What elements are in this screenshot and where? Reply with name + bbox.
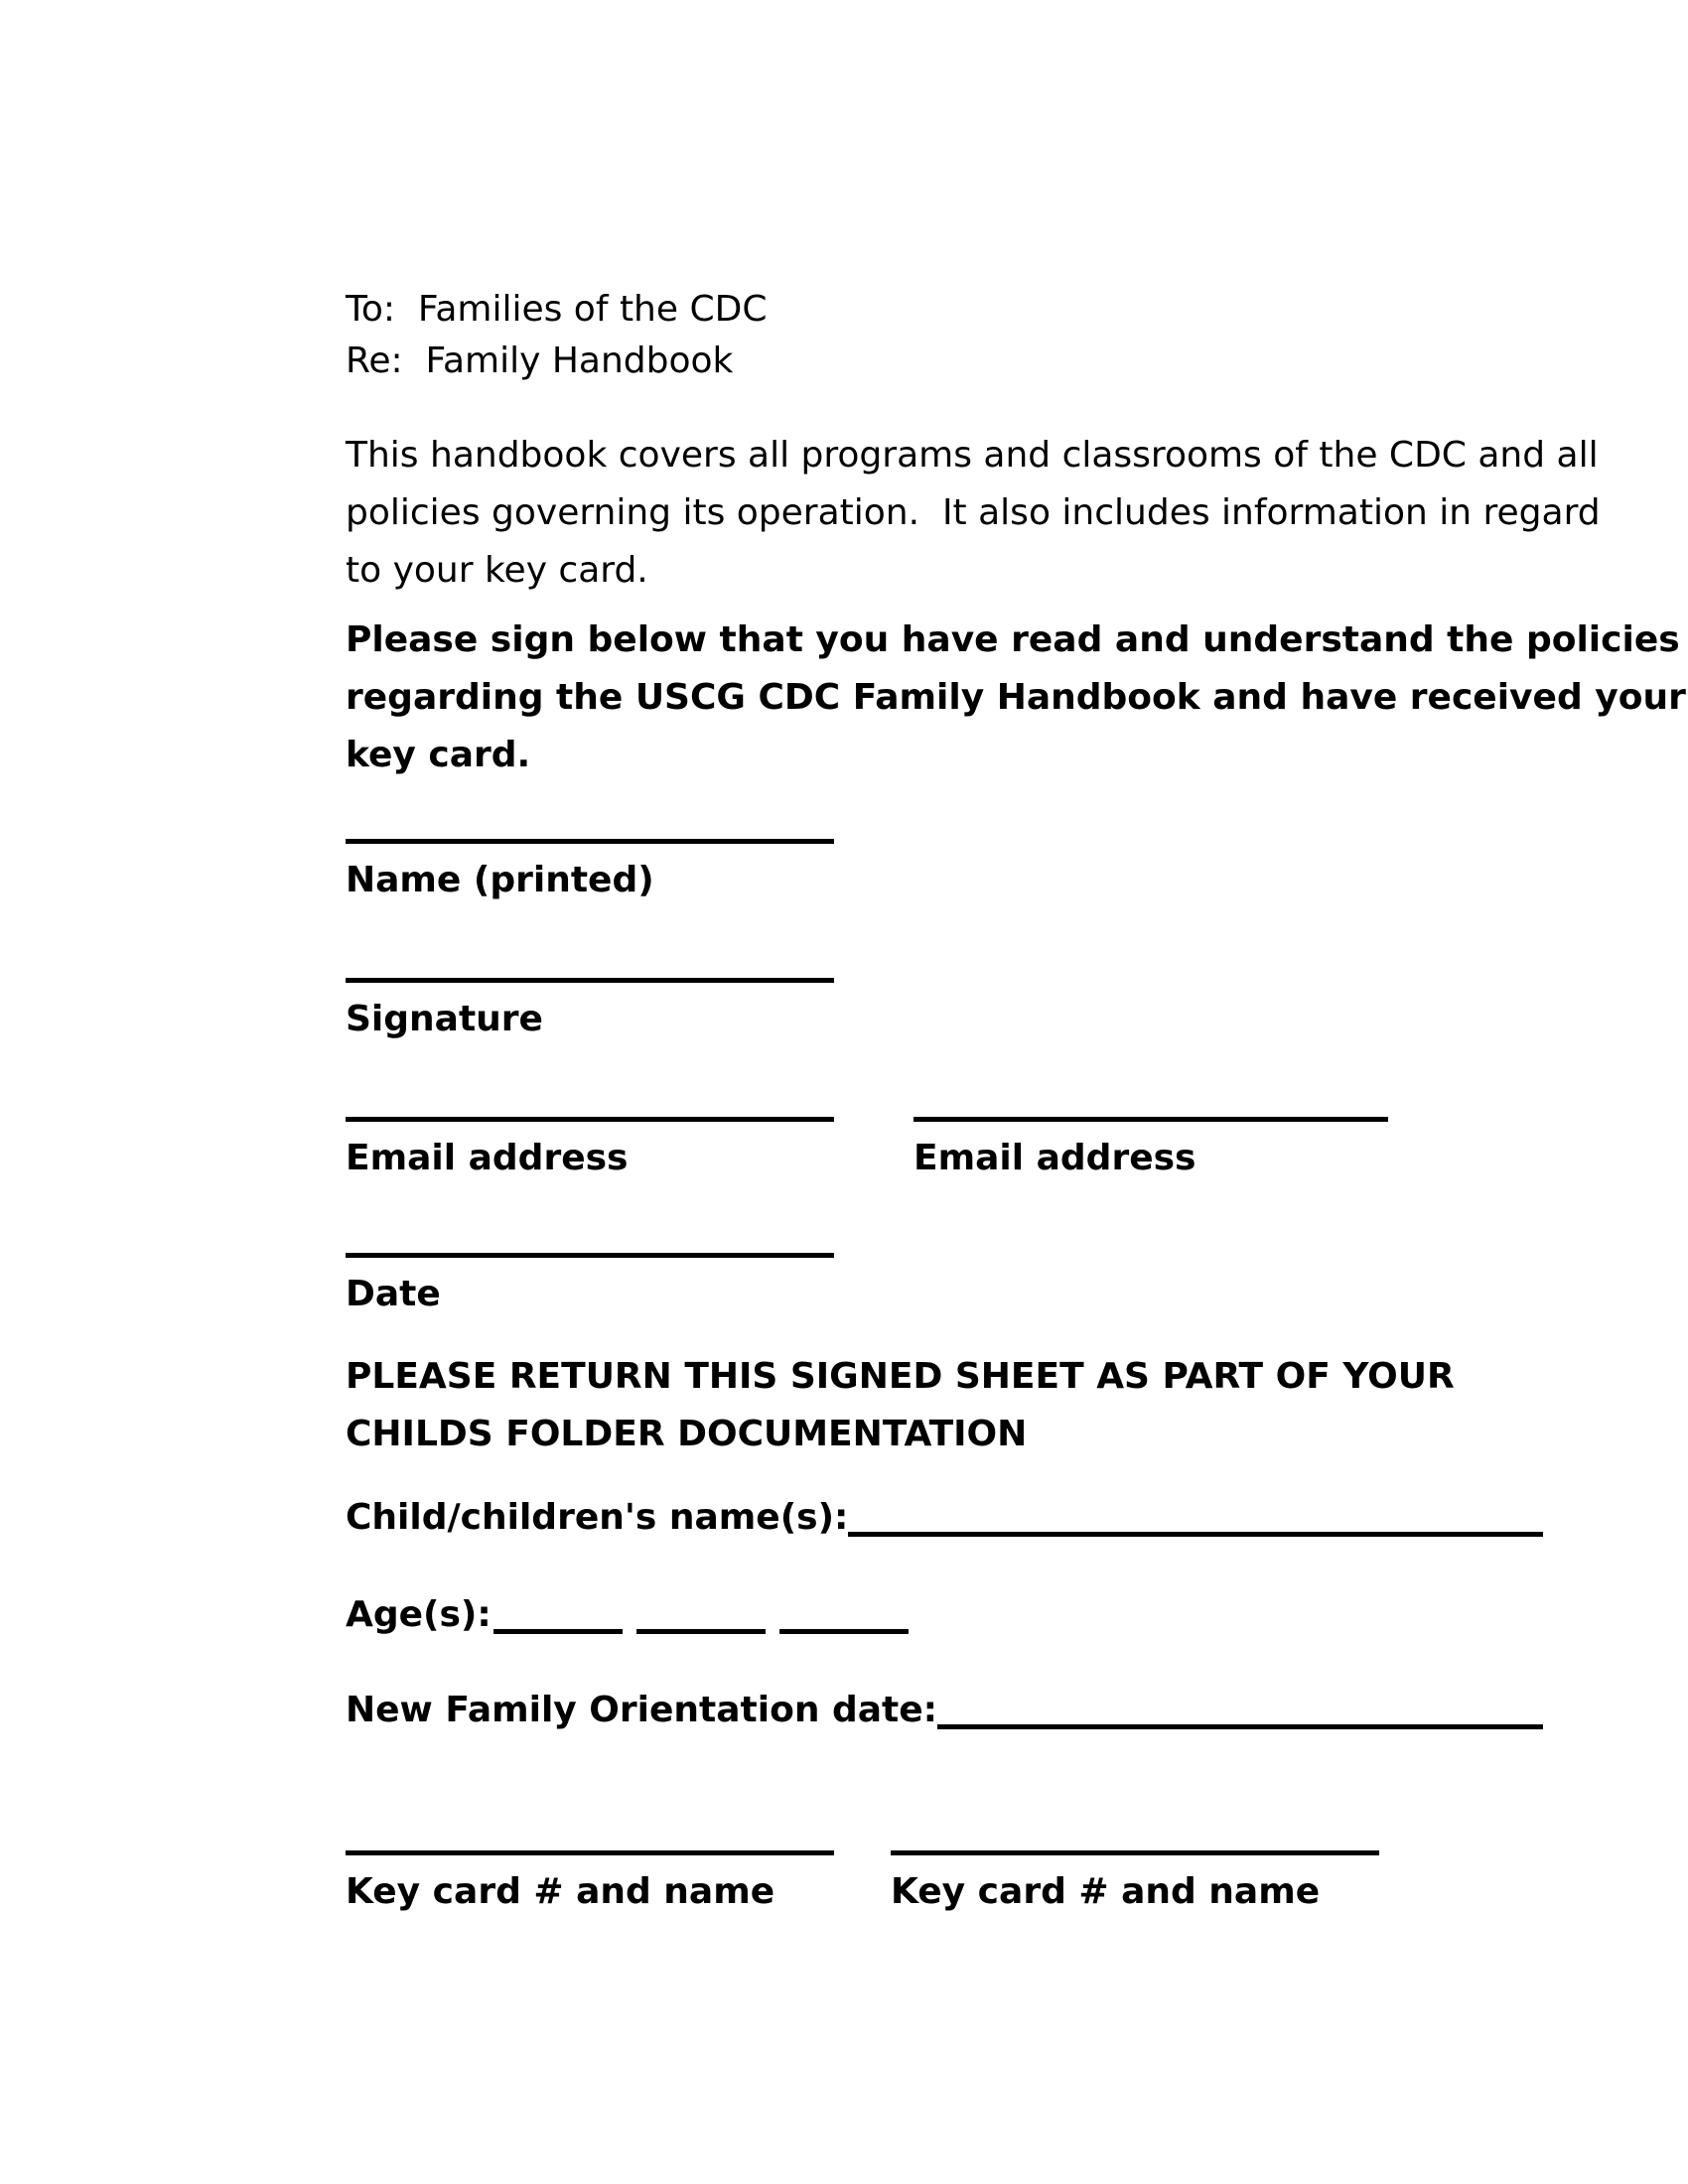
email-label-left: Email address (346, 1138, 629, 1178)
age-blank-line-1 (493, 1629, 623, 1634)
name-blank-line (346, 839, 834, 844)
intro-line-2: policies governing its operation. It also includes information in regard (346, 492, 1601, 533)
date-blank-line (346, 1253, 834, 1258)
name-label: Name (printed) (346, 860, 654, 900)
age-blank-line-2 (636, 1629, 766, 1634)
age-blank-line-3 (779, 1629, 909, 1634)
orientation-date-row (346, 1682, 1543, 1739)
sign-request-line-1: Please sign below that you have read and understand the policies (346, 619, 1680, 660)
orientation-date-label: New Family Orientation date: (346, 1690, 938, 1730)
memo-re-line: Re: Family Handbook (346, 341, 734, 381)
ages-row (346, 1586, 909, 1644)
memo-to-line: To: Families of the CDC (346, 289, 768, 330)
signature-label: Signature (346, 999, 543, 1039)
orientation-date-blank-line (937, 1724, 1543, 1729)
child-names-label: Child/children's name(s): (346, 1497, 849, 1538)
return-notice-line-2: CHILDS FOLDER DOCUMENTATION (346, 1414, 1028, 1454)
intro-line-1: This handbook covers all programs and classrooms of the CDC and all (346, 435, 1599, 476)
return-notice (346, 1348, 1455, 1463)
intro-line-3: to your key card. (346, 550, 648, 591)
keycard-blank-line-left (346, 1850, 834, 1855)
email-blank-line-left (346, 1117, 834, 1122)
keycard-label-left: Key card # and name (346, 1871, 775, 1912)
intro-paragraph (346, 427, 1601, 600)
signature-blank-line (346, 978, 834, 983)
email-blank-line-right (914, 1117, 1388, 1122)
sign-request-line-3: key card. (346, 735, 531, 775)
child-names-row (346, 1489, 1543, 1547)
return-notice-line-1: PLEASE RETURN THIS SIGNED SHEET AS PART OF YOUR (346, 1356, 1455, 1397)
child-names-blank-line (848, 1532, 1543, 1537)
keycard-blank-line-right (891, 1850, 1379, 1855)
ages-label: Age(s): (346, 1594, 492, 1635)
sign-request-paragraph (346, 612, 1686, 784)
email-label-right: Email address (914, 1138, 1196, 1178)
keycard-label-right: Key card # and name (891, 1871, 1321, 1912)
memo-header (346, 284, 767, 387)
sign-request-line-2: regarding the USCG CDC Family Handbook and have received your (346, 677, 1686, 718)
date-label: Date (346, 1274, 441, 1314)
